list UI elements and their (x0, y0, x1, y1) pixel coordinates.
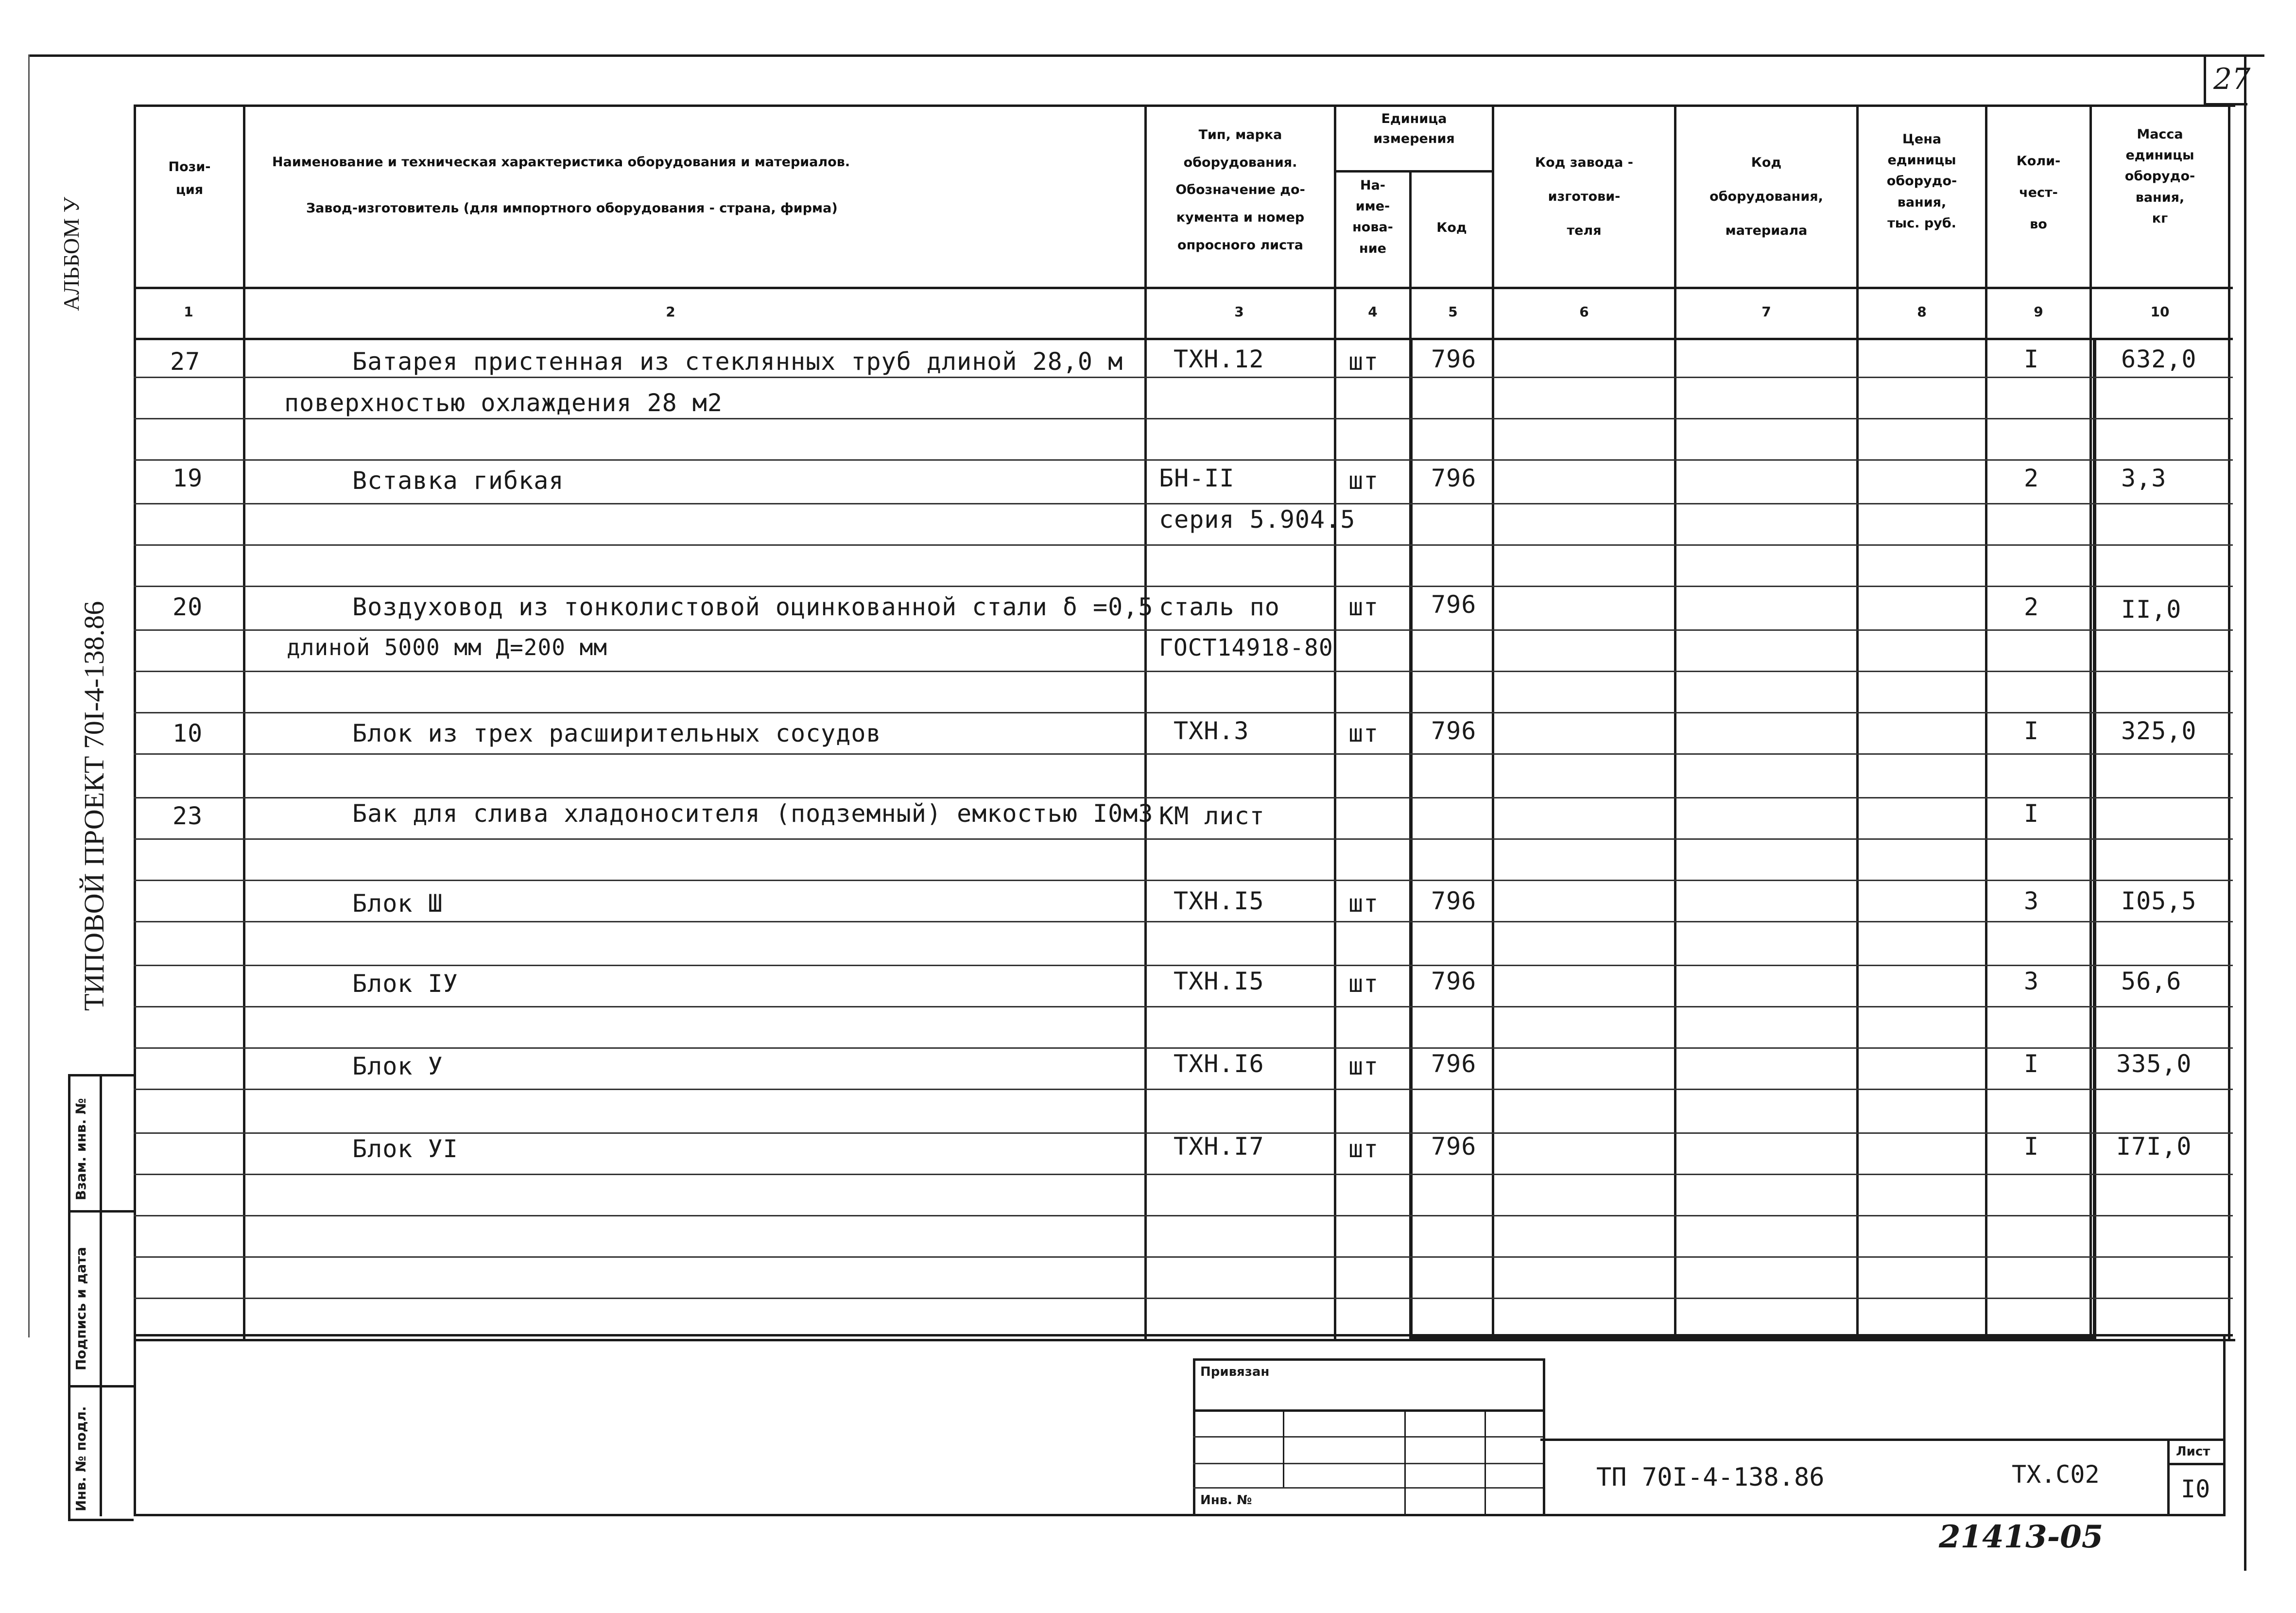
side-stamp-vzam-inv: Взам. инв. № (73, 1098, 89, 1200)
doc-code: ТХ.С02 (2012, 1460, 2100, 1489)
row-line (134, 753, 2233, 755)
row-line (134, 671, 2233, 672)
row-mass: II,0 (2121, 595, 2182, 624)
row-line (134, 1298, 2233, 1299)
row-line (134, 880, 2233, 881)
side-stamp-signature-date: Подпись и дата (73, 1247, 89, 1370)
row-pos: 27 (170, 347, 201, 376)
header-bottom-line (134, 287, 2233, 289)
row-name: поверхностью охлаждения 28 м2 (284, 389, 723, 417)
row-line (134, 1215, 2233, 1216)
colnum-3: 3 (1234, 304, 1244, 320)
sheet-number: I0 (2181, 1475, 2210, 1503)
attached-v3 (1485, 1409, 1486, 1514)
stamp-area (134, 1334, 2226, 1516)
colnum-6: 6 (1579, 304, 1589, 320)
colnum-7: 7 (1761, 304, 1771, 320)
row-line (134, 629, 2233, 631)
col-line-1 (243, 104, 245, 1339)
row-line (134, 377, 2233, 378)
row-type: ТХН.I5 (1174, 887, 1264, 915)
frame-right-line (2244, 54, 2246, 1571)
row-qty: 3 (2024, 887, 2039, 915)
row-name: Блок У (352, 1052, 443, 1080)
row-unit: шт (1348, 970, 1379, 998)
attached-v1 (1283, 1409, 1284, 1487)
row-unit: шт (1348, 719, 1379, 747)
titleblock-top-line (1540, 1439, 2223, 1441)
row-mass: I05,5 (2121, 887, 2197, 915)
row-line (134, 712, 2233, 713)
row-pos: 20 (173, 593, 203, 621)
header-name-line1: Наименование и техническая характеристика оборудования и материалов. (272, 155, 850, 170)
row-type: ГОСТ14918-80 (1159, 634, 1333, 661)
row-name: Блок из трех расширительных сосудов (352, 719, 881, 747)
inv-no-label: Инв. № (1200, 1493, 1252, 1508)
row-line (134, 1047, 2233, 1049)
row-line (134, 544, 2233, 546)
colnum-9: 9 (2034, 304, 2043, 320)
row-code: 796 (1431, 717, 1477, 745)
sheet-label: Лист (2176, 1444, 2210, 1459)
row-type: БН-II (1159, 464, 1235, 492)
row-name: Батарея пристенная из стеклянных труб длиной 28,0 м (352, 347, 1123, 376)
row-line (134, 1089, 2233, 1090)
attached-h2 (1193, 1436, 1543, 1438)
row-name: Бак для слива хладоносителя (подземный) емкостью I0м3 (352, 799, 1154, 828)
row-line (134, 503, 2233, 504)
row-type: ТХН.3 (1174, 717, 1249, 745)
row-mass: I7I,0 (2116, 1132, 2192, 1161)
row-code: 796 (1431, 1050, 1477, 1078)
row-code: 796 (1431, 345, 1477, 373)
header-unit-name: На- име- нова- ние (1352, 178, 1393, 256)
row-type: ТХН.I5 (1174, 967, 1264, 995)
side-stamp-divider (100, 1074, 102, 1516)
row-qty: I (2024, 717, 2039, 745)
col-line-3 (1334, 104, 1336, 1339)
row-line (134, 797, 2233, 798)
row-type: ТХН.I7 (1174, 1132, 1264, 1161)
row-code: 796 (1431, 1132, 1477, 1161)
row-type: серия 5.904.5 (1159, 505, 1356, 534)
header-pos: Пози- ция (168, 159, 211, 198)
row-name: длиной 5000 мм Д=200 мм (287, 634, 607, 660)
project-side-label: ТИПОВОЙ ПРОЕКТ 70I-4-138.86 (78, 601, 110, 1011)
row-name: Блок Ш (352, 889, 443, 918)
header-name-line2: Завод-изготовитель (для импортного оборудования - страна, фирма) (306, 201, 838, 216)
col-line-2 (1144, 104, 1147, 1339)
side-stamp-h1 (68, 1210, 134, 1213)
header-type: Тип, марка оборудования. Обозначение до- кумента и номер опросного листа (1175, 127, 1305, 253)
col-line-10 (2228, 104, 2230, 1339)
row-name: Блок IУ (352, 970, 458, 998)
colnum-1: 1 (184, 304, 193, 320)
row-pos: 19 (173, 464, 203, 492)
row-mass: 632,0 (2121, 345, 2197, 373)
row-type: сталь по (1159, 593, 1280, 621)
row-line (134, 1006, 2233, 1007)
header-maker-code: Код завода - изготови- теля (1535, 155, 1633, 239)
row-line (134, 586, 2233, 587)
header-qty: Коли- чест- во (2016, 154, 2061, 232)
row-type: ТХН.12 (1174, 345, 1264, 373)
side-stamp-h2 (68, 1385, 134, 1388)
row-unit: шт (1348, 467, 1379, 495)
row-line (134, 459, 2233, 461)
row-name: Вставка гибкая (352, 467, 564, 495)
row-qty: I (2024, 799, 2039, 828)
row-unit: шт (1348, 889, 1379, 918)
row-mass: 3,3 (2121, 464, 2167, 492)
colnum-8: 8 (1917, 304, 1927, 320)
row-mass: 325,0 (2121, 717, 2197, 745)
row-code: 796 (1431, 967, 1477, 995)
header-unit-group: Единица измерения (1373, 111, 1455, 146)
row-line (134, 965, 2233, 966)
unit-group-line (1334, 170, 1494, 173)
row-pos: 10 (173, 719, 203, 747)
row-name: Воздуховод из тонколистовой оцинкованной стали δ =0,5 (352, 593, 1154, 621)
row-pos: 23 (173, 802, 203, 830)
colnum-2: 2 (666, 304, 675, 320)
row-name: Блок УI (352, 1135, 458, 1163)
header-equip-code: Код оборудования, материала (1709, 155, 1823, 239)
bottom-number: 21413-05 (1939, 1519, 2104, 1555)
row-type: КМ лист (1159, 802, 1265, 830)
row-line (134, 1256, 2233, 1258)
colnum-10: 10 (2150, 304, 2170, 320)
attached-label: Привязан (1200, 1365, 1270, 1379)
row-line (134, 838, 2233, 840)
row-code: 796 (1431, 887, 1477, 915)
row-qty: 2 (2024, 464, 2039, 492)
row-line (134, 418, 2233, 419)
colnum-4: 4 (1368, 304, 1378, 320)
row-unit: шт (1348, 1052, 1379, 1080)
row-qty: I (2024, 1132, 2039, 1161)
row-code: 796 (1431, 590, 1477, 619)
row-unit: шт (1348, 347, 1379, 376)
attached-h1 (1193, 1409, 1543, 1412)
row-qty: 2 (2024, 593, 2039, 621)
frame-left-margin-line (28, 54, 30, 1337)
row-unit: шт (1348, 593, 1379, 621)
attached-v2 (1404, 1409, 1406, 1514)
header-price: Цена единицы оборудо- вания, тыс. руб. (1886, 132, 1957, 231)
row-qty: 3 (2024, 967, 2039, 995)
row-line (134, 921, 2233, 922)
project-code: ТП 70I-4-138.86 (1596, 1463, 1825, 1492)
attached-h4 (1193, 1487, 1543, 1489)
row-line (134, 1174, 2233, 1175)
row-unit: шт (1348, 1135, 1379, 1163)
row-qty: I (2024, 1050, 2039, 1078)
row-type: ТХН.I6 (1174, 1050, 1264, 1078)
attached-h3 (1193, 1463, 1543, 1464)
sheet-corner-number: 27 (2213, 62, 2251, 96)
frame-top-line (29, 54, 2264, 57)
sheet-box-line (2167, 1463, 2223, 1465)
row-code: 796 (1431, 464, 1477, 492)
row-qty: I (2024, 345, 2039, 373)
header-unit-code: Код (1436, 220, 1467, 235)
header-mass: Масса единицы оборудо- вания, кг (2124, 127, 2195, 226)
row-mass: 335,0 (2116, 1050, 2192, 1078)
colnum-5: 5 (1448, 304, 1458, 320)
row-mass: 56,6 (2121, 967, 2182, 995)
side-stamp-inv-podl: Инв. № подл. (73, 1406, 89, 1511)
album-label: АЛЬБОМ У (59, 196, 84, 311)
